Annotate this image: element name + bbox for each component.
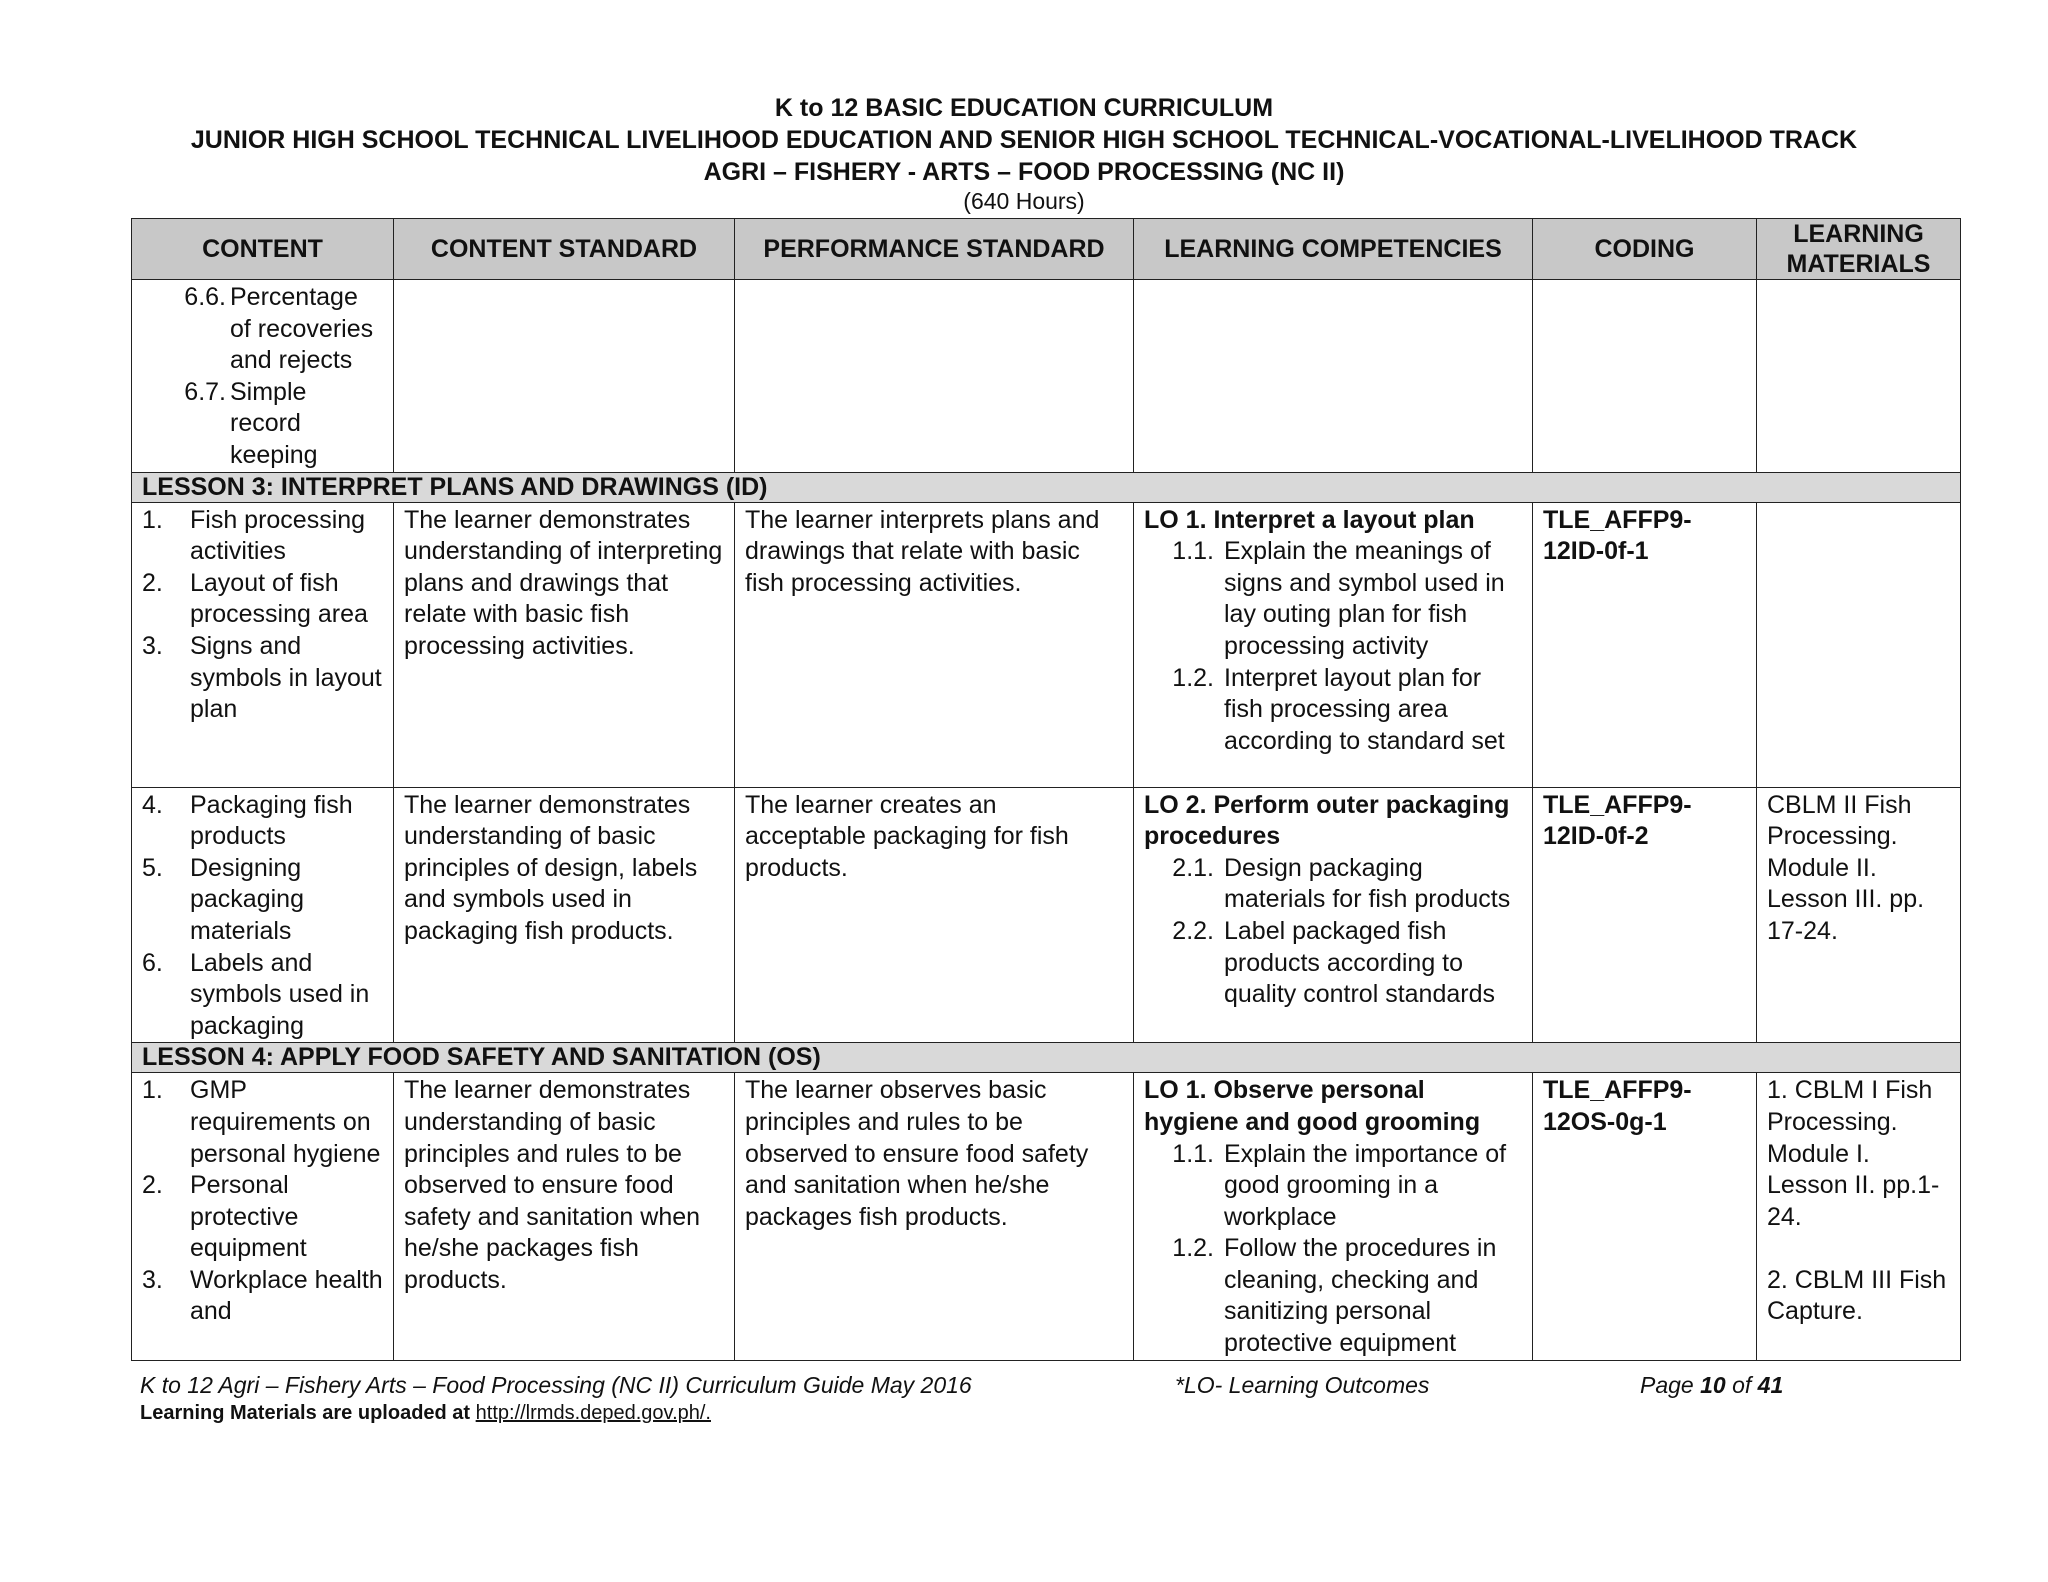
performance-standard-cell: The learner creates an acceptable packaging for fish products. <box>735 787 1134 1043</box>
table-row <box>132 280 1961 473</box>
content-standard-cell: The learner demonstrates understanding of interpreting plans and drawings that relate with basic fish processing activities. <box>394 502 735 787</box>
competency-item: 2.2. Label packaged fish products according to quality control standards <box>1172 916 1495 1009</box>
col-header-content-standard: CONTENT STANDARD <box>394 219 735 280</box>
content-item: 5. Designing packaging materials <box>142 853 304 945</box>
materials-cell <box>1757 502 1961 787</box>
material-item: 1. CBLM I Fish Processing. Module I. Lesson II. pp.1-24. <box>1767 1076 1940 1231</box>
coding-cell: TLE_AFFP9-12ID-0f-2 <box>1533 787 1757 1043</box>
learning-outcome: LO 1. Interpret a layout plan <box>1144 505 1475 534</box>
competencies-cell <box>1134 280 1533 473</box>
content-cell <box>132 787 394 1043</box>
content-cell <box>132 1073 394 1360</box>
content-cell <box>132 502 394 787</box>
col-header-learning-competencies: LEARNING COMPETENCIES <box>1134 219 1533 280</box>
page-number: Page 10 of 41 <box>1640 1372 1784 1398</box>
upload-label: Learning Materials are uploaded at <box>140 1402 476 1424</box>
lesson-row <box>132 472 1961 502</box>
lesson-3-title: LESSON 3: INTERPRET PLANS AND DRAWINGS (ID) <box>132 472 1961 502</box>
materials-cell <box>1757 1073 1961 1360</box>
competency-item: 2.1. Design packaging materials for fish products <box>1172 853 1511 914</box>
col-header-learning-materials: LEARNING MATERIALS <box>1757 219 1961 280</box>
content-item: 6.7. Simple record keeping <box>184 377 318 469</box>
document-header <box>0 92 2048 214</box>
coding-cell: TLE_AFFP9-12OS-0g-1 <box>1533 1073 1757 1360</box>
competencies-cell <box>1134 787 1533 1043</box>
table-row <box>132 502 1961 787</box>
learning-outcome: LO 1. Observe personal hygiene and good grooming <box>1144 1076 1481 1136</box>
competencies-cell <box>1134 502 1533 787</box>
col-header-coding: CODING <box>1533 219 1757 280</box>
content-item: 6. Labels and symbols used in packaging <box>142 948 370 1040</box>
learning-outcome: LO 2. Perform outer packaging procedures <box>1144 790 1510 851</box>
content-item: 3. Workplace health and <box>142 1265 383 1326</box>
content-standard-cell <box>394 280 735 473</box>
performance-standard-cell <box>735 280 1134 473</box>
curriculum-table <box>131 218 1961 1361</box>
materials-cell: CBLM II Fish Processing. Module II. Lesson III. pp. 17-24. <box>1757 787 1961 1043</box>
competency-item: 1.2. Interpret layout plan for fish processing area according to standard set <box>1172 663 1505 755</box>
competency-item: 1.1. Explain the importance of good grooming in a workplace <box>1172 1139 1507 1231</box>
coding-cell: TLE_AFFP9-12ID-0f-1 <box>1533 502 1757 787</box>
course-hours: (640 Hours) <box>963 188 1085 214</box>
performance-standard-cell: The learner interprets plans and drawings that relate with basic fish processing activities. <box>735 502 1134 787</box>
curriculum-track: JUNIOR HIGH SCHOOL TECHNICAL LIVELIHOOD EDUCATION AND SENIOR HIGH SCHOOL TECHNICAL-VOCATIONAL-LIVELIHOOD TRACK <box>190 126 1858 154</box>
content-standard-cell: The learner demonstrates understanding of basic principles of design, labels and symbols used in packaging fish products. <box>394 787 735 1043</box>
material-item: 2. CBLM III Fish Capture. <box>1767 1265 1947 1326</box>
table-row <box>132 787 1961 1043</box>
content-item: 4. Packaging fish products <box>142 790 353 851</box>
lesson-4-title: LESSON 4: APPLY FOOD SAFETY AND SANITATION (OS) <box>132 1043 1961 1073</box>
performance-standard-cell: The learner observes basic principles and rules to be observed to ensure food safety and sanitation when he/she packages fish products. <box>735 1073 1134 1360</box>
table-row <box>132 1073 1961 1360</box>
lrmds-link[interactable]: http://lrmds.deped.gov.ph/. <box>475 1402 711 1424</box>
upload-note <box>140 1400 711 1426</box>
material-spacer <box>1767 1233 1950 1265</box>
content-item: 2. Personal protective equipment <box>142 1171 307 1263</box>
content-item: 6.6. Percentage of recoveries and rejects <box>184 283 374 375</box>
course-title: AGRI – FISHERY - ARTS – FOOD PROCESSING (NC II) <box>703 158 1345 186</box>
content-cell <box>132 280 394 473</box>
col-header-performance-standard: PERFORMANCE STANDARD <box>735 219 1134 280</box>
competency-item: 1.1. Explain the meanings of signs and symbol used in lay outing plan for fish processing activity <box>1172 537 1505 660</box>
col-header-content: CONTENT <box>132 219 394 280</box>
content-item: 2. Layout of fish processing area <box>142 568 368 629</box>
content-item: 3. Signs and symbols in layout plan <box>142 631 382 724</box>
coding-cell <box>1533 280 1757 473</box>
content-standard-cell: The learner demonstrates understanding of basic principles and rules to be observed to ensure food safety and sanitation when he/she packages fish products. <box>394 1073 735 1360</box>
content-item: 1. GMP requirements on personal hygiene <box>142 1076 381 1168</box>
footer-guide-title: K to 12 Agri – Fishery Arts – Food Processing (NC II) Curriculum Guide May 2016 <box>140 1372 972 1398</box>
content-item: 1. Fish processing activities <box>142 505 366 566</box>
footer-lo-note: *LO- Learning Outcomes <box>1175 1372 1430 1398</box>
competencies-cell <box>1134 1073 1533 1360</box>
competency-item: 1.2. Follow the procedures in cleaning, checking and sanitizing personal protective equipment <box>1172 1234 1497 1358</box>
curriculum-title: K to 12 BASIC EDUCATION CURRICULUM <box>774 94 1274 122</box>
table-header-row <box>132 219 1961 280</box>
materials-cell <box>1757 280 1961 473</box>
lesson-row <box>132 1043 1961 1073</box>
